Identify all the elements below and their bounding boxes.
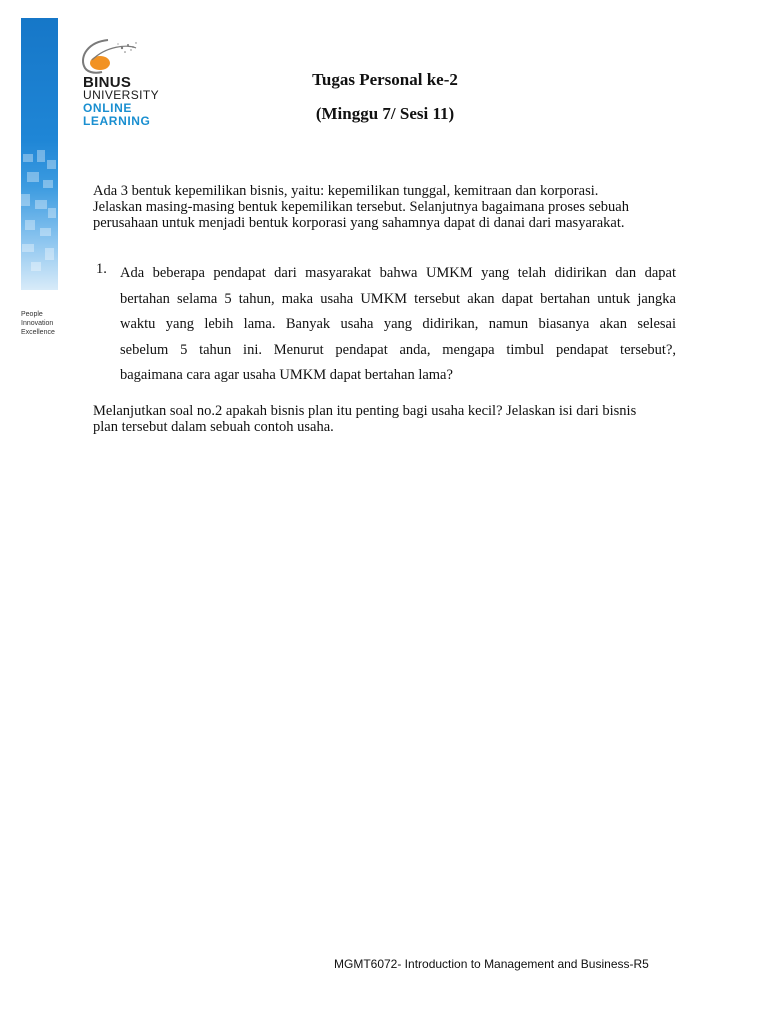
tagline-excellence: Excellence (21, 329, 55, 336)
paragraph-line: perusahaan untuk menjadi bentuk korporasi yang sahamnya dapat di danai dari masyarakat. (93, 215, 625, 231)
list-item-body (120, 261, 676, 389)
binus-swoosh-icon (78, 36, 198, 78)
logo-wordmark (83, 76, 159, 128)
paragraph-line: plan tersebut dalam sebuah contoh usaha. (93, 419, 334, 435)
logo-online: ONLINE (83, 101, 132, 115)
logo-binus: BINUS (83, 74, 132, 91)
binus-logo (78, 36, 198, 136)
paragraph-line: Melanjutkan soal no.2 apakah bisnis plan itu penting bagi usaha kecil? Jelaskan isi dari bisnis (93, 403, 637, 419)
list-line: bertahan selama 5 tahun, maka usaha UMKM tersebut akan dapat bertahan untuk jangka (120, 290, 676, 307)
decorative-blue-bar (21, 18, 58, 290)
question-paragraph-1 (93, 183, 683, 231)
paragraph-line: Ada 3 bentuk kepemilikan bisnis, yaitu: kepemilikan tunggal, kemitraan dan korporasi. (93, 183, 599, 199)
document-subtitle: (Minggu 7/ Sesi 11) (315, 104, 455, 123)
list-line: waktu yang lebih lama. Banyak usaha yang didirikan, namun biasanya akan selesai (120, 316, 676, 332)
logo-university: UNIVERSITY (83, 88, 160, 102)
decorative-mosaic (21, 150, 58, 290)
question-paragraph-3 (93, 403, 683, 435)
list-line: Ada beberapa pendapat dari masyarakat bahwa UMKM yang telah didirikan dan dapat (120, 265, 676, 281)
list-line: sebelum 5 tahun ini. Menurut pendapat anda, mengapa timbul pendapat tersebut?, (120, 341, 676, 358)
list-line: bagaimana cara agar usaha UMKM dapat bertahan lama? (120, 367, 453, 383)
course-footer: MGMT6072- Introduction to Management and Business-R5 (334, 957, 649, 971)
paragraph-line: Jelaskan masing-masing bentuk kepemilikan tersebut. Selanjutnya bagaimana proses sebuah (93, 199, 629, 215)
logo-learning: LEARNING (83, 114, 151, 128)
university-tagline (21, 310, 55, 337)
tagline-people: People (21, 311, 43, 318)
tagline-innovation: Innovation (21, 320, 54, 327)
document-title: Tugas Personal ke-2 (312, 70, 458, 89)
list-number: 1. (96, 261, 107, 277)
